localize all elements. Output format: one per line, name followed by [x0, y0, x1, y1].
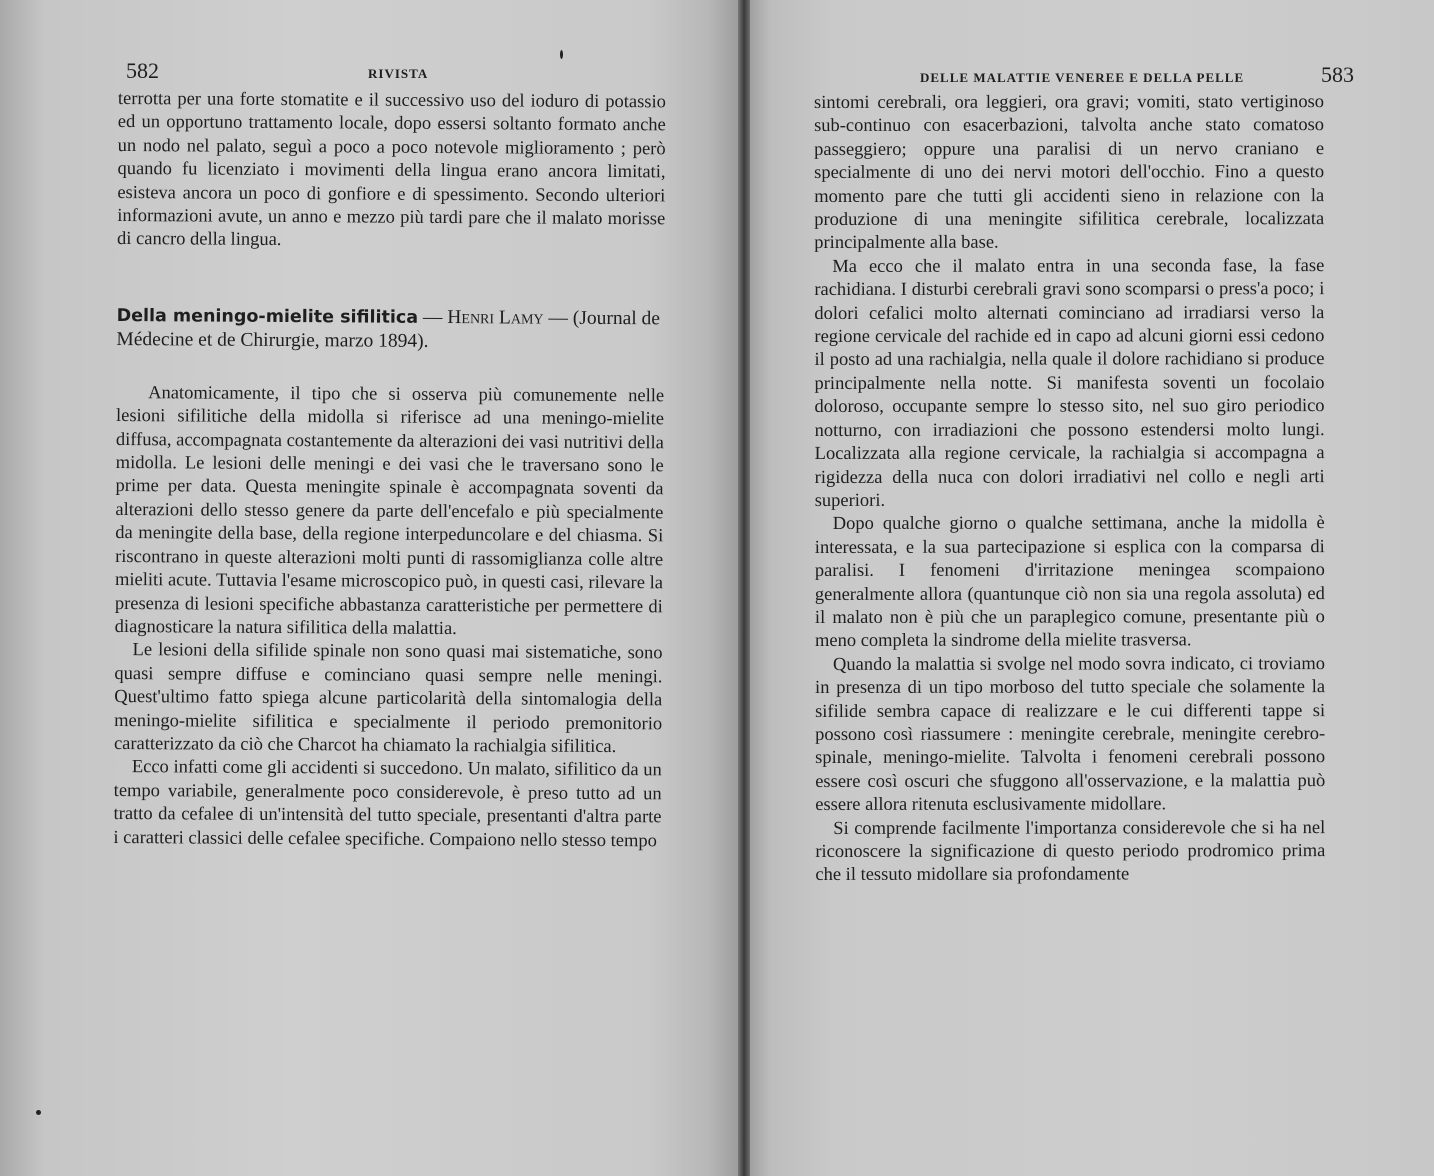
book-gutter — [738, 0, 750, 1176]
right-page-number: 583 — [1321, 62, 1354, 87]
left-paragraph: Ecco infatti come gli accidenti si succedono. Un malato, sifilitico da un tempo variabile, generalmente poco considerevole, è preso tutto ad un tratto da cefalee di un'intensità del tutto speciale, presentanti d'altra parte i caratteri classici delle cefalee specifiche. Compaiono nello stesso tempo — [113, 757, 662, 851]
article-heading — [116, 304, 664, 355]
right-page — [750, 0, 1434, 1176]
left-paragraph: Anatomicamente, il tipo che si osserva più comunemente nelle lesioni sifilitiche della midolla si riferisce ad una meningo-mielite diffusa, accompagnata costantemente da alterazioni dei vasi nutritivi della midolla. Le lesioni delle meningi e dei vasi che le traversano sono le prime per data. Questa meningite spinale è accompagnata soventi da alterazioni dello stesso genere da parte dell'encefalo e più specialmente da meningite della base, della regione interpeduncolare e del chiasma. Si riscontrano in queste alterazioni molti punti di rassomiglianza colle altre mieliti acute. Tuttavia l'esame microscopico può, in questi casi, rilevare la presenza di lesioni specifiche abbastanza caratteristiche per permettere di diagnosticare la natura sifilitica della malattia. — [114, 383, 665, 639]
right-paragraph: Si comprende facilmente l'importanza considerevole che si ha nel riconoscere la significazione di questo periodo prodromico prima che il tessuto midollare sia profondamente — [815, 817, 1326, 886]
left-running-title: RIVISTA — [368, 66, 429, 81]
right-running-title: DELLE MALATTIE VENEREE E DELLA PELLE — [920, 70, 1245, 85]
article-source: — (Journal de Médecine et de Chirurgie, marzo 1894). — [116, 307, 661, 352]
ink-speck — [36, 1110, 41, 1115]
left-paragraph: Le lesioni della sifilide spinale non sono quasi mai sistematiche, sono quasi sempre diffuse e cominciano quasi sempre nelle meningi. Quest'ultimo fatto spiega alcune particolarità della sintomalogia della meningo-mielite sifilitica e specialmente il periodo premonitorio caratterizzato da ciò che Charcot ha chiamato la rachialgia sifilitica. — [113, 640, 663, 757]
right-paragraph: sintomi cerebrali, ora leggieri, ora gravi; vomiti, stato vertiginoso sub-continuo con esacerbazioni, talvolta anche stato comatoso passeggiero; oppure una paralisi di un nervo craniano e specialmente di uno dei nervi motori dell'occhio. Fino a questo momento pare che tutti gli accidenti sieno in relazione con la produzione di una meningite sifilitica cerebrale, localizzata principalmente alla base. — [814, 92, 1325, 254]
article-author: Henri Lamy — [447, 306, 544, 329]
left-text-block — [113, 88, 666, 853]
left-page-number: 582 — [126, 58, 159, 83]
left-paragraph-continued: terrotta per una forte stomatite e il successivo uso del ioduro di potassio ed un opportuno trattamento locale, dopo essersi soltanto formato anche un nodo nel palato, seguì a poco a poco notevole miglioramento ; però quando fu licenziato i movimenti della lingua erano ancora limitati, esisteva ancora un poco di gonfiore e di spessimento. Secondo ulteriori informazioni avute, un anno e mezzo più tardi pare che il malato morisse di cancro della lingua. — [117, 88, 666, 251]
right-paragraph: Quando la malattia si svolge nel modo sovra indicato, ci troviamo in presenza di un tipo morboso del tutto speciale che solamente la sifilide sembra capace di realizzare e le cui differenti tappe si possono così riassumere : meningite cerebrale, meningite cerebro-spinale, meningo-mielite. Talvolta i fenomeni cerebrali possono essere così oscuri che sfuggono all'osservazione, e la malattia può essere allora ritenuta esclusivamente midollare. — [815, 653, 1326, 816]
right-text-block — [814, 91, 1325, 888]
article-dash: — — [418, 306, 448, 328]
right-paragraph: Dopo qualche giorno o qualche settimana, anche la midolla è interessata, e la sua partecipazione si esplica con la comparsa di paralisi. I fenomeni d'irritazione meningea scompaiono generalmente allora (quantunque ciò non sia una regola assoluta) ed il malato non è più che un paraplegico comune, presentante più o meno completa la sindrome della mielite trasversa. — [814, 513, 1325, 652]
article-title: Della meningo-mielite sifilitica — [116, 305, 419, 328]
ink-speck — [560, 50, 563, 59]
right-paragraph: Ma ecco che il malato entra in una seconda fase, la fase rachidiana. I disturbi cerebrali gravi sono scomparsi o press'a poco; i dolori cefalici molto alternati cominciano ad irradiarsi verso la regione cervicale del rachide ed in capo ad alcuni giorni essi cedono il posto ad una rachialgia, nella quale il dolore rachidiano si produce principalmente nella notte. Si manifesta soventi un focolaio doloroso, occupante sempre lo stesso sito, nel suo giro periodico notturno, con irradiazioni che possono estendersi molto lungi. Localizzata alla regione cervicale, la rachialgia si accompagna a rigidezza della nuca con dolori irradiativi nel collo e negli arti superiori. — [814, 255, 1325, 511]
right-running-head — [814, 62, 1434, 92]
left-running-head — [118, 58, 738, 88]
